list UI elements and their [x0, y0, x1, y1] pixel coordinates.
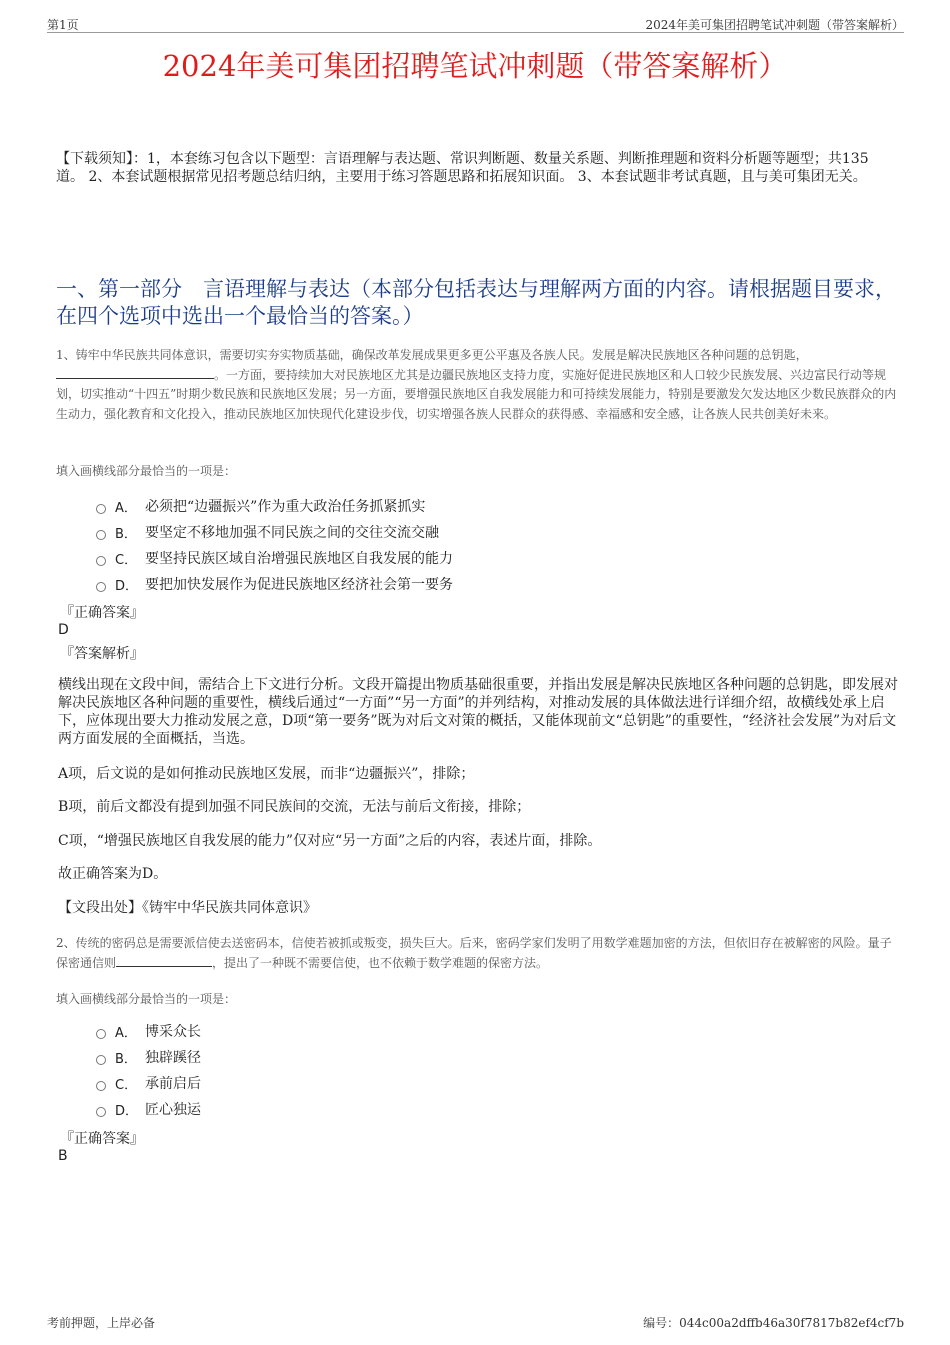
radio-icon[interactable]	[96, 1029, 106, 1039]
question-1-options	[96, 493, 453, 597]
section-title: 一、第一部分 言语理解与表达（本部分包括表达与理解两方面的内容。请根据题目要求，在四个选项中选出一个最恰当的答案。）	[56, 277, 896, 328]
question-1-option-d[interactable]: D． 要把加快发展作为促进民族地区经济社会第一要务	[96, 571, 453, 597]
radio-icon[interactable]	[96, 1081, 106, 1091]
question-1-analysis-c: C项，“增强民族地区自我发展的能力”仅对应“另一方面”之后的内容，表述片面，排除。	[58, 833, 602, 849]
radio-icon[interactable]	[96, 582, 106, 592]
question-2-option-a[interactable]: A． 博采众长	[96, 1018, 201, 1044]
footer-doc-id: 编号：044c00a2dffb46a30f7817b82ef4cf7b	[643, 1316, 904, 1330]
radio-icon[interactable]	[96, 530, 106, 540]
question-2-option-d[interactable]: D． 匠心独运	[96, 1096, 201, 1122]
page-number: 第1页	[47, 18, 79, 32]
question-1-analysis-b: B项，前后文都没有提到加强不同民族间的交流，无法与前后文衔接，排除；	[58, 799, 531, 815]
download-notice: 【下载须知】：1，本套练习包含以下题型：言语理解与表达题、常识判断题、数量关系题、判断推理题和资料分析题等题型；共135道。 2、本套试题根据常见招考题总结归纳，主要用于练习答题思路和拓展知识面。 3、本套试题非考试真题，且与美可集团无关。	[56, 151, 869, 185]
question-2-option-b[interactable]: B． 独辟蹊径	[96, 1044, 201, 1070]
radio-icon[interactable]	[96, 1055, 106, 1065]
question-1-analysis-main: 横线出现在文段中间，需结合上下文进行分析。文段开篇提出物质基础很重要，并指出发展是解决民族地区各种问题的总钥匙，即发展对解决民族地区各种问题的重要性，横线后通过“一方面”“另一方面”的并列结构，对推动发展的具体做法进行详细介绍，故横线处承上启下，应体现出要大力推动发展之意，D项“第一要务”既为对后文对策的概括，又能体现前文“总钥匙”的重要性，“经济社会发展”为对后文两方面发展的全面概括，当选。	[58, 677, 898, 747]
question-2-stem-before: 2、传统的密码总是需要派信使去送密码本，信使若被抓或叛变，损失巨大。后来，密码学家们发明了用数学难题加密的方法，但依旧存在被解密的风险。量子保密通信则	[56, 936, 892, 970]
question-2-blank	[116, 954, 212, 967]
question-2-answer: B	[58, 1148, 68, 1164]
question-1-stem	[56, 346, 898, 424]
question-1-option-b[interactable]: B． 要坚定不移地加强不同民族之间的交往交流交融	[96, 519, 453, 545]
question-2-options	[96, 1018, 201, 1122]
radio-icon[interactable]	[96, 1107, 106, 1117]
question-1-answer: D	[58, 622, 69, 638]
page-header	[47, 14, 904, 33]
question-2-answer-label: 『正确答案』	[60, 1131, 144, 1147]
question-1-stem-after: 。一方面，要持续加大对民族地区尤其是边疆民族地区支持力度，实施好促进民族地区和人口较少民族发展、兴边富民行动等规划，切实推动“十四五”时期少数民族和民族地区发展；另一方面，要增强民族地区自我发展能力和可持续发展能力，特别是要激发欠发达地区少数民族群众的内生动力，强化教育和文化投入，推动民族地区加快现代化建设步伐，切实增强各族人民群众的获得感、幸福感和安全感，让各族人民共创美好未来。	[56, 367, 897, 421]
question-1-blank	[56, 366, 214, 379]
header-doc-title: 2024年美可集团招聘笔试冲刺题（带答案解析）	[645, 18, 904, 32]
question-2-stem-after: ，提出了一种既不需要信使，也不依赖于数学难题的保密方法。	[212, 955, 549, 970]
question-2-instruction: 填入画横线部分最恰当的一项是：	[56, 992, 237, 1006]
footer-slogan: 考前押题，上岸必备	[47, 1316, 156, 1330]
question-1-instruction: 填入画横线部分最恰当的一项是：	[56, 464, 237, 478]
question-1-option-a[interactable]: A． 必须把“边疆振兴”作为重大政治任务抓紧抓实	[96, 493, 453, 519]
question-1-analysis-label: 『答案解析』	[60, 646, 144, 662]
radio-icon[interactable]	[96, 504, 106, 514]
question-2-stem	[56, 934, 898, 973]
question-1-analysis-a: A项，后文说的是如何推动民族地区发展，而非“边疆振兴”，排除；	[58, 766, 475, 782]
question-1-answer-label: 『正确答案』	[60, 605, 144, 621]
question-2-option-c[interactable]: C． 承前启后	[96, 1070, 201, 1096]
question-1-option-c[interactable]: C． 要坚持民族区域自治增强民族地区自我发展的能力	[96, 545, 453, 571]
radio-icon[interactable]	[96, 556, 106, 566]
question-1-stem-before: 1、铸牢中华民族共同体意识，需要切实夯实物质基础，确保改革发展成果更多更公平惠及各族人民。发展是解决民族地区各种问题的总钥匙，	[56, 348, 808, 362]
question-1-source: 【文段出处】《铸牢中华民族共同体意识》	[58, 900, 317, 916]
document-title: 2024年美可集团招聘笔试冲刺题（带答案解析）	[162, 49, 788, 83]
question-1-conclusion: 故正确答案为D。	[58, 866, 168, 882]
